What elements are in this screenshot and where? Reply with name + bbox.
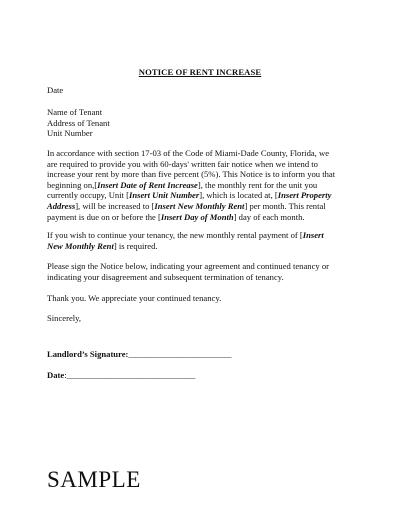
tenant-name-line: Name of Tenant [47,107,103,117]
paragraph-line: increase your rent by more than five percent (5%). This Notice is to inform you that [47,169,336,180]
paragraph-line [47,190,359,201]
paragraph-line: are required to provide you with 60-days' written fair notice when we intend to [47,158,318,169]
date-line-blank: :______________________________ [64,370,196,380]
text-segment: ], will be increased to [ [75,200,155,211]
placeholder-new-monthly-rent: New Monthly Rent [47,240,114,251]
tenant-block [47,107,359,139]
paragraph-continue-tenancy [47,230,359,251]
text-segment: ] per month. This rental [244,200,326,211]
text-segment: ], the monthly rent for the unit you [197,179,318,190]
text-segment: beginning on,[ [47,179,98,190]
placeholder-property: Insert Property [277,190,332,201]
tenant-address-line: Address of Tenant [47,117,110,128]
paragraph-line: In accordance with section 17-03 of the Code of Miami-Dade County, Florida, we [47,148,330,158]
paragraph-line [47,241,359,252]
sample-watermark: SAMPLE [47,467,141,492]
text-segment: ], which is located at, [ [199,190,278,201]
text-segment: currently occupy, Unit [ [47,190,130,201]
paragraph-line [47,180,359,191]
paragraph-line: indicating your disagreement and subsequent termination of tenancy. [47,271,284,282]
placeholder-new-rent: Insert New Monthly Rent [154,200,245,211]
text-segment: ] day of each month. [233,211,305,222]
placeholder-day-of-month: Insert Day of Month [160,211,234,222]
paragraph-line [47,230,359,241]
date-signature-line [47,370,195,380]
text-segment: ] is required. [113,240,158,251]
date-line-label: Date [47,370,65,380]
text-segment: If you wish to continue your tenancy, the new monthly rental payment of [ [47,230,303,240]
signature-blank: ________________________ [128,349,232,359]
paragraph-line [47,212,359,223]
text-segment: payment is due on or before the [ [47,211,161,222]
closing-sincerely: Sincerely, [47,313,82,323]
placeholder-unit-number: Insert Unit Number [129,190,200,201]
paragraph-line [47,201,359,212]
paragraph-notice [47,148,359,222]
signature-label: Landlord’s Signature: [47,349,129,359]
document-title: NOTICE OF RENT INCREASE [138,67,262,77]
tenant-unit-line: Unit Number [47,128,93,139]
paragraph-thank-you: Thank you. We appreciate your continued tenancy. [47,293,222,303]
placeholder-address: Address [47,200,76,211]
placeholder-date-of-increase: Insert Date of Rent Increase [97,179,198,190]
date-label: Date [47,85,64,95]
landlord-signature-line [47,349,232,359]
placeholder-insert: Insert [302,230,324,240]
paragraph-sign-instructions [47,261,359,282]
paragraph-line: Please sign the Notice below, indicating your agreement and continued tenancy or [47,261,329,271]
